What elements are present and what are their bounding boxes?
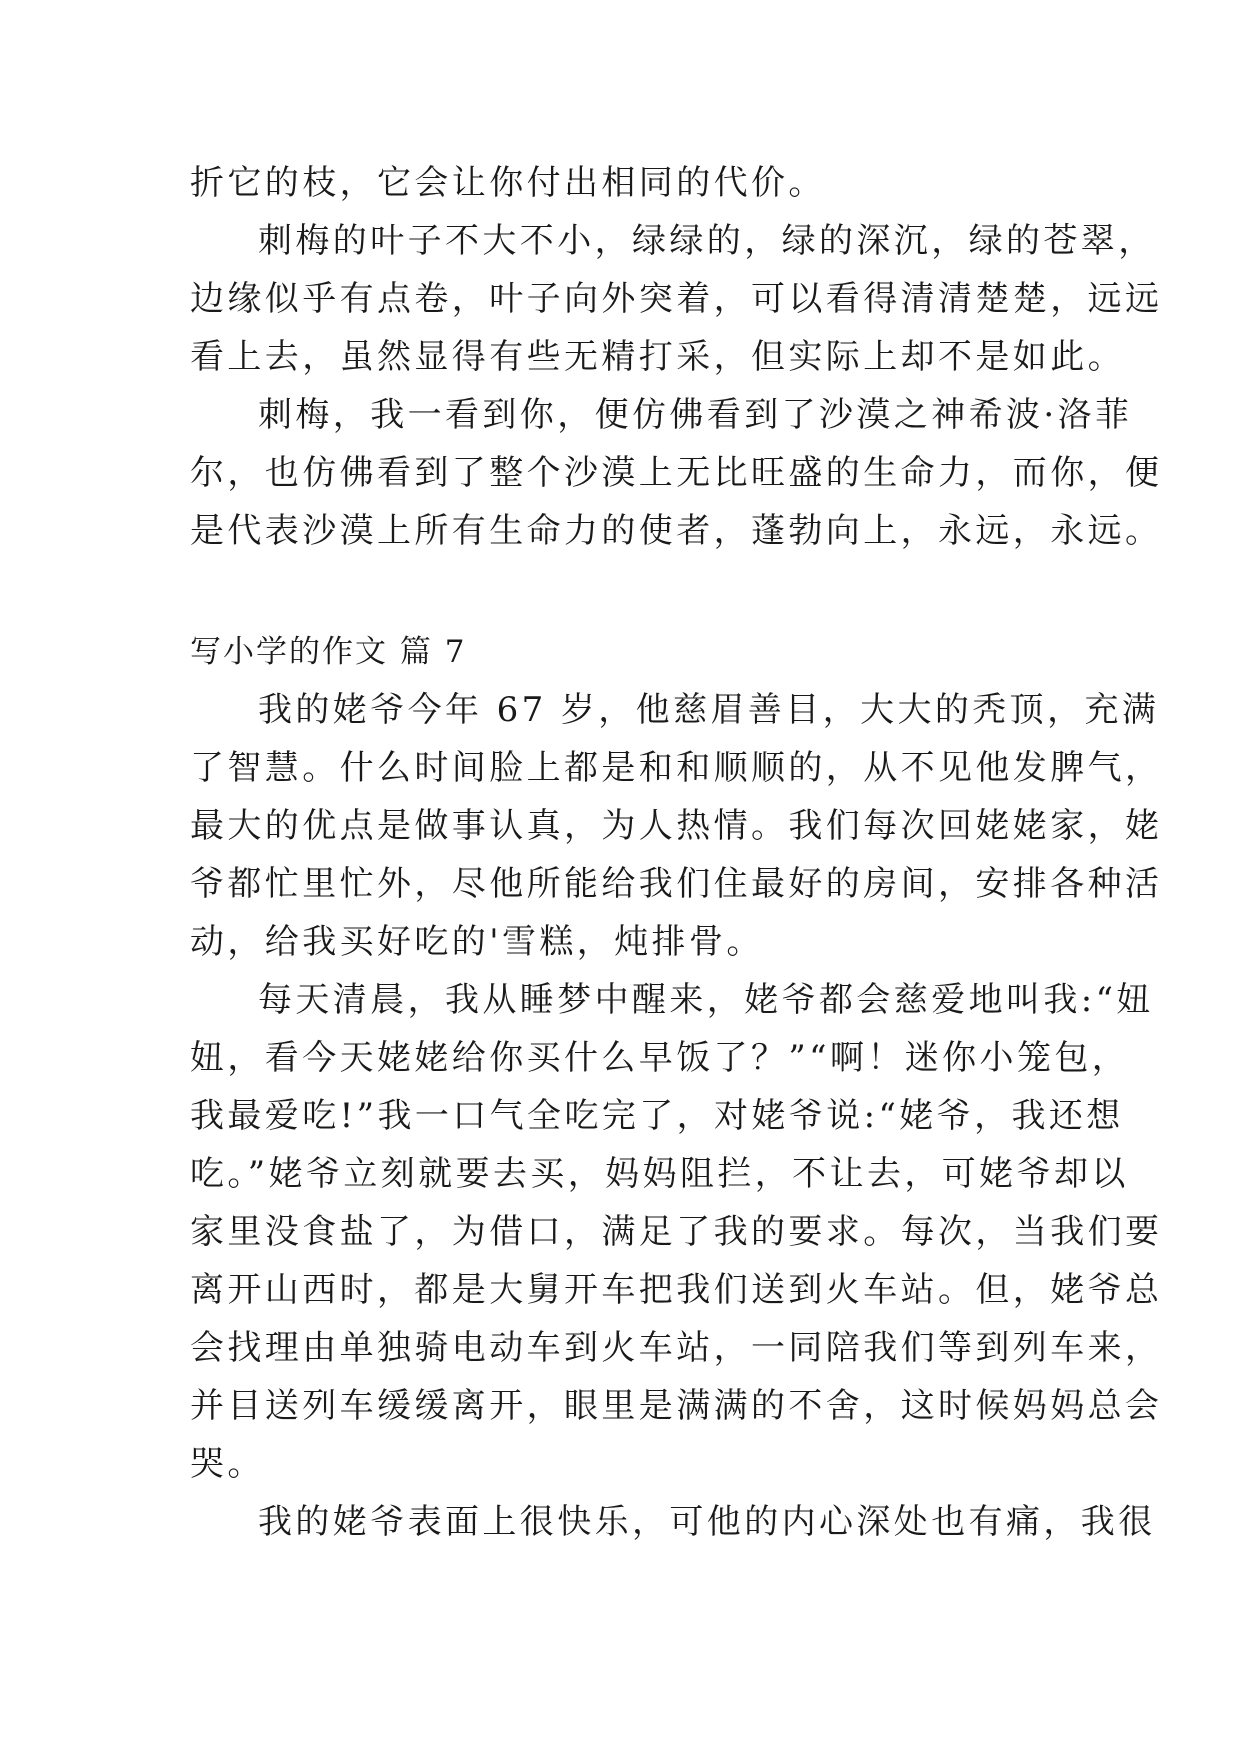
text-line: 家里没食盐了，为借口，满足了我的要求。每次，当我们要 — [190, 1212, 1163, 1252]
text-line: 吃。”姥爷立刻就要去买，妈妈阻拦，不让去，可姥爷却以 — [190, 1154, 1129, 1194]
text-line: 我的姥爷表面上很快乐，可他的内心深处也有痛，我很 — [258, 1502, 1156, 1542]
text-line: 边缘似乎有点卷，叶子向外突着，可以看得清清楚楚，远远 — [190, 279, 1163, 319]
text-line: 是代表沙漠上所有生命力的使者，蓬勃向上，永远，永远。 — [190, 511, 1163, 551]
text-line: 每天清晨，我从睡梦中醒来，姥爷都会慈爱地叫我:“妞 — [258, 980, 1154, 1020]
text-line: 尔，也仿佛看到了整个沙漠上无比旺盛的生命力，而你，便 — [190, 453, 1163, 493]
text-line: 我最爱吃!”我一口气全吃完了，对姥爷说:“姥爷，我还想 — [190, 1096, 1124, 1136]
text-line: 爷都忙里忙外，尽他所能给我们住最好的房间，安排各种活 — [190, 864, 1163, 904]
section-title: 写小学的作文 篇 7 — [190, 634, 467, 670]
text-line: 哭。 — [190, 1444, 265, 1484]
text-line: 我的姥爷今年 67 岁，他慈眉善目，大大的秃顶，充满 — [258, 690, 1160, 730]
text-line: 了智慧。什么时间脸上都是和和顺顺的，从不见他发脾气， — [190, 748, 1163, 788]
text-line: 刺梅的叶子不大不小，绿绿的，绿的深沉，绿的苍翠， — [258, 221, 1156, 261]
text-line: 离开山西时，都是大舅开车把我们送到火车站。但，姥爷总 — [190, 1270, 1163, 1310]
text-line: 刺梅，我一看到你，便仿佛看到了沙漠之神希波·洛菲 — [258, 395, 1133, 435]
text-line: 动，给我买好吃的'雪糕，炖排骨。 — [190, 922, 764, 962]
text-line: 最大的优点是做事认真，为人热情。我们每次回姥姥家，姥 — [190, 806, 1163, 846]
text-line: 折它的枝，它会让你付出相同的代价。 — [190, 163, 826, 203]
text-line: 妞，看今天姥姥给你买什么早饭了？”“啊！迷你小笼包， — [190, 1038, 1130, 1078]
text-line: 看上去，虽然显得有些无精打采，但实际上却不是如此。 — [190, 337, 1125, 377]
text-line: 并目送列车缓缓离开，眼里是满满的不舍，这时候妈妈总会 — [190, 1386, 1163, 1426]
text-line: 会找理由单独骑电动车到火车站，一同陪我们等到列车来， — [190, 1328, 1163, 1368]
